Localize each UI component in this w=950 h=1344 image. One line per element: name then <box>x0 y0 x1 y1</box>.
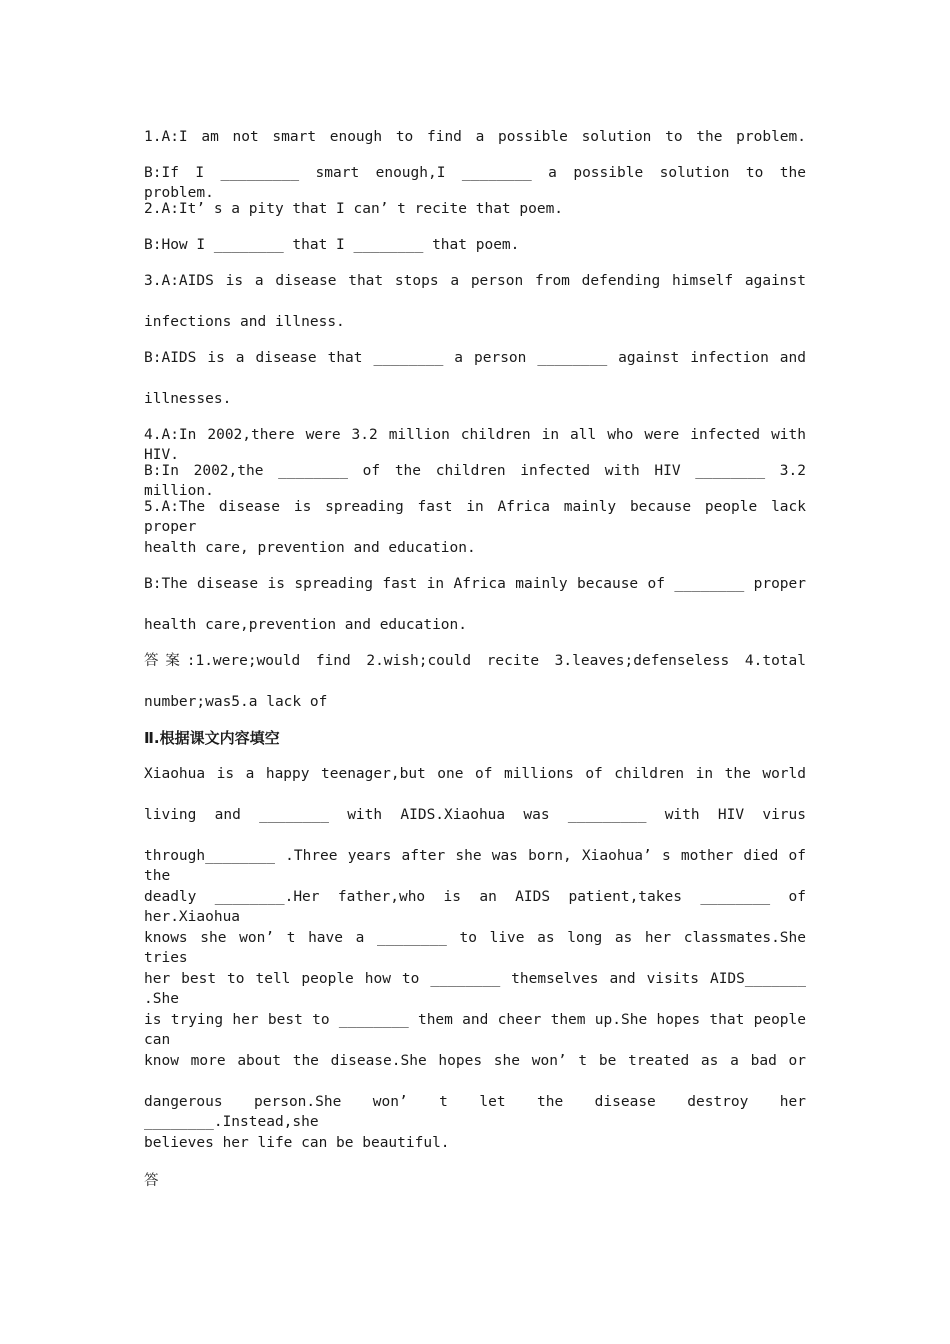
q5-sentence-a-line2: health care, prevention and education. <box>144 540 476 556</box>
passage-line: living and ________ with AIDS.Xiaohua was _________ with HIV virus <box>144 807 806 823</box>
q2-sentence-b: B:How I ________ that I ________ that poem. <box>144 237 520 253</box>
passage-line: know more about the disease.She hopes she won’ t be treated as a bad or <box>144 1053 806 1069</box>
q4-sentence-b: B:In 2002,the ________ of the children infected with HIV ________ 3.2 million. <box>144 463 806 499</box>
q5-sentence-b-line2: health care,prevention and education. <box>144 617 468 633</box>
passage-line: is trying her best to ________ them and cheer them up.She hopes that people can <box>144 1012 806 1048</box>
q5-sentence-b-line1: B:The disease is spreading fast in Africa mainly because of ________ proper <box>144 576 806 592</box>
q1-sentence-a: 1.A:I am not smart enough to find a possible solution to the problem. <box>144 129 806 145</box>
passage-line: her best to tell people how to ________ themselves and visits AIDS_______ .She <box>144 971 806 1007</box>
passage-line: through________ .Three years after she was born, Xiaohua’ s mother died of the <box>144 848 806 884</box>
answer-key-line2: number;was5.a lack of <box>144 694 328 710</box>
passage-line: Xiaohua is a happy teenager,but one of millions of children in the world <box>144 766 806 782</box>
q3-sentence-a-line2: infections and illness. <box>144 314 345 330</box>
q5-sentence-a-line1: 5.A:The disease is spreading fast in Africa mainly because people lack proper <box>144 499 806 535</box>
passage-line: knows she won’ t have a ________ to live as long as her classmates.She tries <box>144 930 806 966</box>
passage-line: believes her life can be beautiful. <box>144 1135 450 1151</box>
q2-sentence-a: 2.A:It’ s a pity that I can’ t recite that poem. <box>144 201 564 217</box>
q4-sentence-a: 4.A:In 2002,there were 3.2 million children in all who were infected with HIV. <box>144 427 806 463</box>
section-heading: Ⅱ.根据课文内容填空 <box>144 729 280 747</box>
passage-line: deadly ________.Her father,who is an AIDS patient,takes ________ of her.Xiaohua <box>144 889 806 925</box>
q1-sentence-b: B:If I _________ smart enough,I ________ a possible solution to the problem. <box>144 165 806 201</box>
q3-sentence-a-line1: 3.A:AIDS is a disease that stops a person from defending himself against <box>144 273 806 289</box>
passage-line: dangerous person.She won’ t let the disease destroy her ________.Instead,she <box>144 1094 806 1130</box>
answer-key-line1: 答案:1.were;would find 2.wish;could recite 3.leaves;defenseless 4.total <box>144 653 806 669</box>
answer-label: 答 <box>144 1173 159 1189</box>
q3-sentence-b-line2: illnesses. <box>144 391 232 407</box>
q3-sentence-b-line1: B:AIDS is a disease that ________ a person ________ against infection and <box>144 350 806 366</box>
